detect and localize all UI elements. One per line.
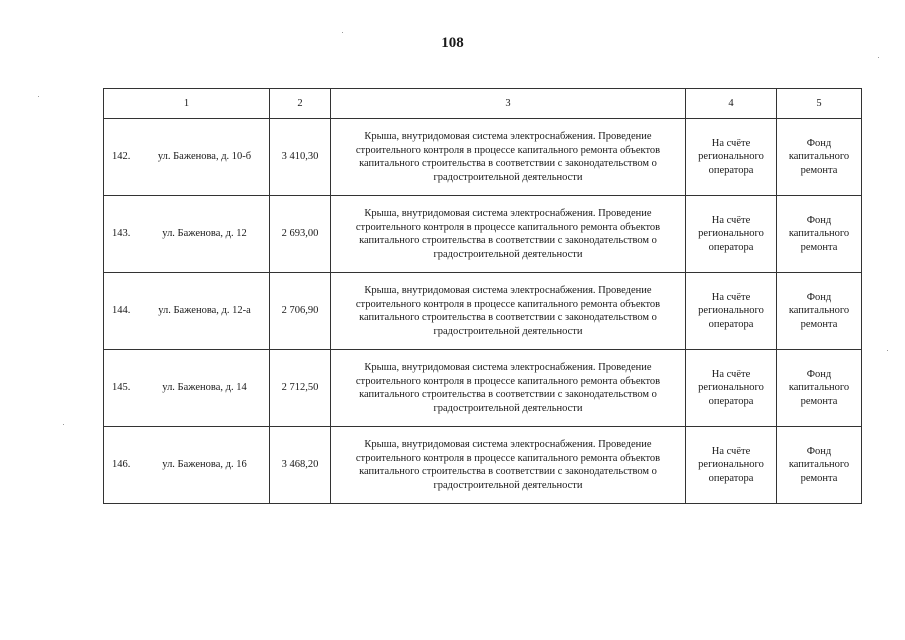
row-fund: Фонд капитального ремонта — [777, 119, 862, 196]
row-address: ул. Баженова, д. 16 — [162, 459, 247, 471]
column-header-4: 4 — [686, 89, 777, 119]
row-address: ул. Баженова, д. 14 — [162, 382, 247, 394]
row-owner: На счёте регионального оператора — [686, 119, 777, 196]
row-value: 2 706,90 — [270, 273, 331, 350]
row-fund: Фонд капитального ремонта — [777, 196, 862, 273]
table-row — [104, 119, 862, 196]
row-owner: На счёте регионального оператора — [686, 350, 777, 427]
row-address: ул. Баженова, д. 12 — [162, 228, 247, 240]
address-cell — [104, 196, 270, 273]
row-number: 142. — [112, 151, 131, 163]
row-fund: Фонд капитального ремонта — [777, 427, 862, 504]
row-fund: Фонд капитального ремонта — [777, 350, 862, 427]
row-value: 3 468,20 — [270, 427, 331, 504]
row-owner: На счёте регионального оператора — [686, 196, 777, 273]
page-number: 108 — [441, 35, 464, 51]
table-row — [104, 273, 862, 350]
address-cell — [104, 273, 270, 350]
row-owner: На счёте регионального оператора — [686, 427, 777, 504]
row-value: 2 712,50 — [270, 350, 331, 427]
table-header-row — [104, 89, 862, 119]
scan-speck — [38, 96, 39, 97]
row-description: Крыша, внутридомовая система электроснабжения. Проведение строительного контроля в процессе капитального ремонта объектов капитального строительства в соответствии с законодательством о градостроительной деятельности — [331, 273, 686, 350]
row-description: Крыша, внутридомовая система электроснабжения. Проведение строительного контроля в процессе капитального ремонта объектов капитального строительства в соответствии с законодательством о градостроительной деятельности — [331, 427, 686, 504]
address-cell — [104, 350, 270, 427]
scan-speck — [342, 32, 343, 33]
scan-speck — [63, 424, 64, 425]
row-address: ул. Баженова, д. 12-а — [158, 305, 251, 317]
row-address: ул. Баженова, д. 10-б — [157, 151, 252, 163]
row-owner: На счёте регионального оператора — [686, 273, 777, 350]
address-cell — [104, 427, 270, 504]
row-description: Крыша, внутридомовая система электроснабжения. Проведение строительного контроля в процессе капитального ремонта объектов капитального строительства в соответствии с законодательством о градостроительной деятельности — [331, 350, 686, 427]
table-row — [104, 350, 862, 427]
column-header-3: 3 — [331, 89, 686, 119]
scan-speck — [878, 57, 879, 58]
column-header-2: 2 — [270, 89, 331, 119]
scan-speck — [887, 350, 888, 351]
row-description: Крыша, внутридомовая система электроснабжения. Проведение строительного контроля в процессе капитального ремонта объектов капитального строительства в соответствии с законодательством о градостроительной деятельности — [331, 196, 686, 273]
row-fund: Фонд капитального ремонта — [777, 273, 862, 350]
row-value: 2 693,00 — [270, 196, 331, 273]
row-value: 3 410,30 — [270, 119, 331, 196]
column-header-1: 1 — [104, 89, 270, 119]
table-row — [104, 196, 862, 273]
row-number: 145. — [112, 382, 131, 394]
row-description: Крыша, внутридомовая система электроснабжения. Проведение строительного контроля в процессе капитального ремонта объектов капитального строительства в соответствии с законодательством о градостроительной деятельности — [331, 119, 686, 196]
works-table — [103, 88, 862, 504]
table-row — [104, 427, 862, 504]
row-number: 144. — [112, 305, 131, 317]
column-header-5: 5 — [777, 89, 862, 119]
row-number: 146. — [112, 459, 131, 471]
address-cell — [104, 119, 270, 196]
row-number: 143. — [112, 228, 131, 240]
